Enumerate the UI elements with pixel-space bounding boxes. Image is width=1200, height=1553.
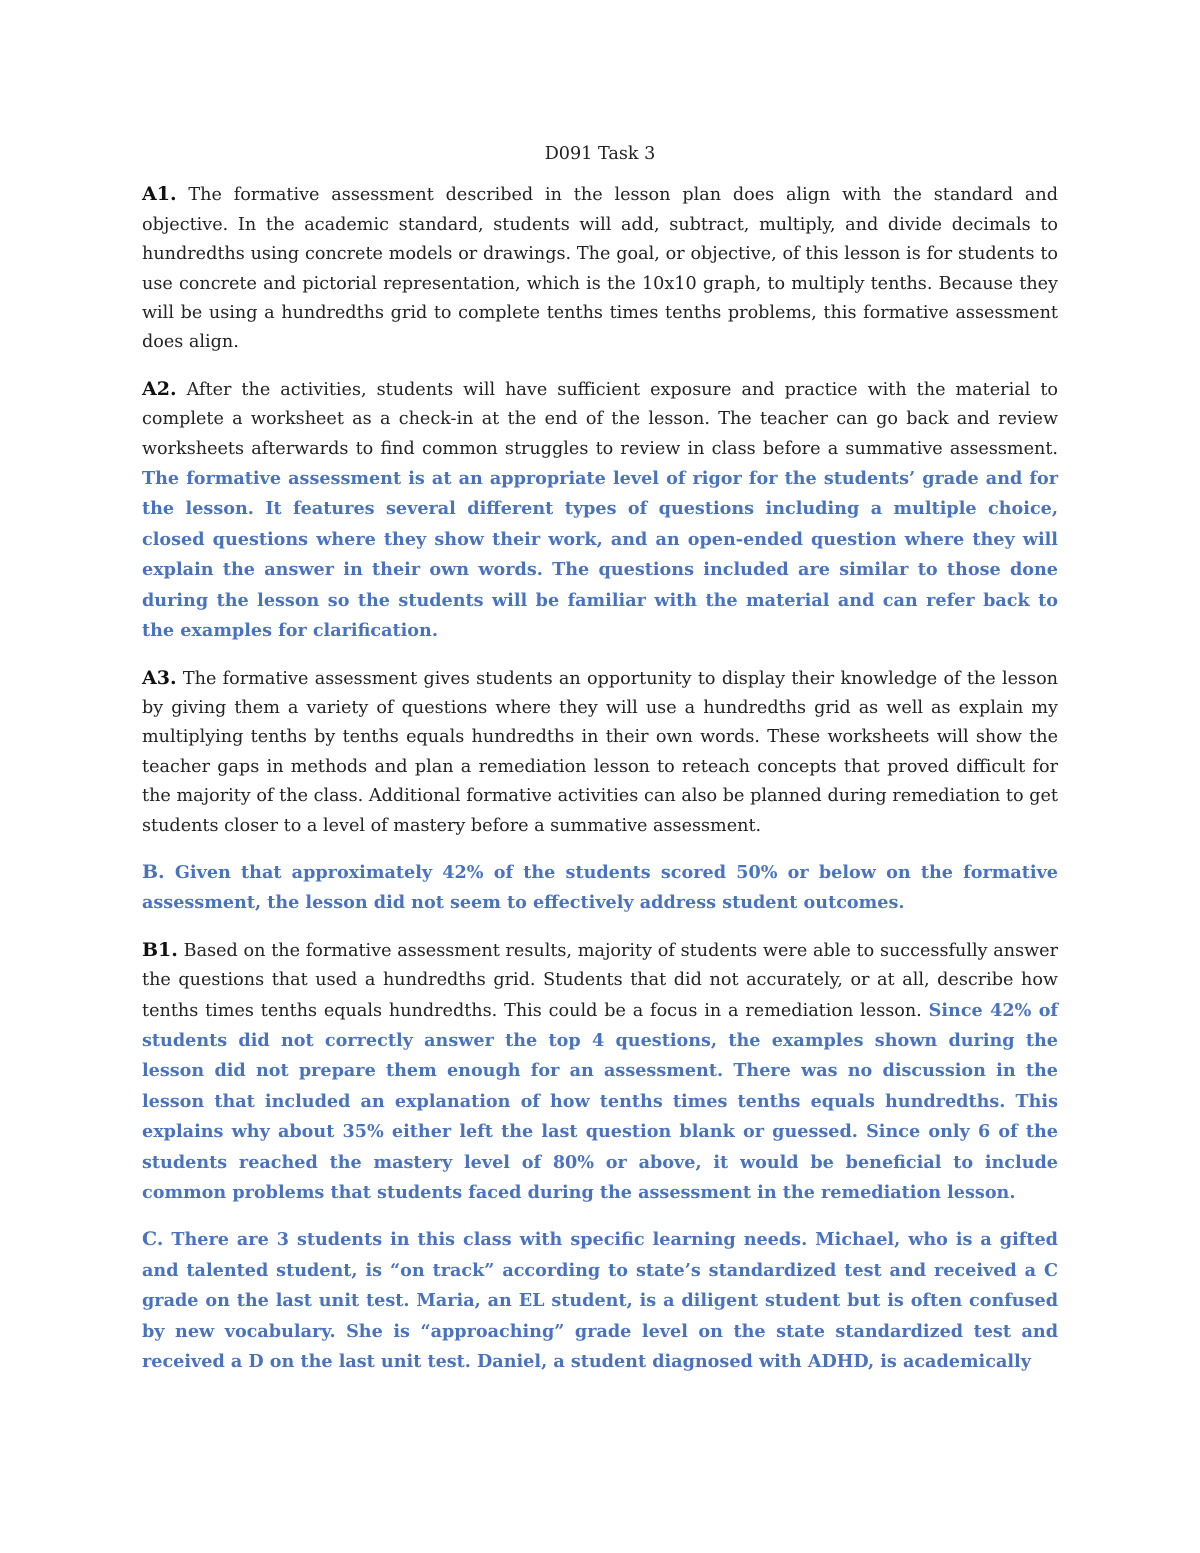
section-a1-label: A1. — [142, 183, 177, 206]
section-b — [142, 858, 1058, 919]
section-c — [142, 1225, 1058, 1377]
section-a3-label: A3. — [142, 666, 177, 689]
section-a2-label: A2. — [142, 377, 177, 400]
document-title: D091 Task 3 — [544, 144, 656, 164]
section-a3 — [142, 664, 1058, 841]
section-b1-highlight: Since 42% of students did not correctly answer the top 4 questions, the examples shown during the lesson did not prepare them enough for an assessment. There was no discussion in the lesson that included an explanation of how tenths times tenths equals hundredths. This explains why about 35% either left the last question blank or guessed. Since only 6 of the students reached the mastery level of 80% or above, it would be beneficial to include common problems that students faced during the assessment in the remediation lesson. — [142, 999, 1059, 1203]
section-a3-text: The formative assessment gives students an opportunity to display their knowledge of the lesson by giving them a variety of questions where they will use a hundredths grid as well as explain my multiplying tenths by tenths equals hundredths in their own words. These worksheets will show the teacher gaps in methods and plan a remediation lesson to reteach concepts that proved difficult for the majority of the class. Additional formative activities can also be planned during remediation to get students closer to a level of mastery before a summative assessment. — [142, 668, 1058, 836]
section-b-highlight: Given that approximately 42% of the students scored 50% or below on the formative assessment, the lesson did not seem to effectively address student outcomes. — [142, 861, 1058, 914]
document-page — [142, 140, 1058, 1394]
section-a1-text: The formative assessment described in the lesson plan does align with the standard and objective. In the academic standard, students will add, subtract, multiply, and divide decimals to hundredths using concrete models or drawings. The goal, or objective, of this lesson is for students to use concrete and pictorial representation, which is the 10x10 graph, to multiply tenths. Because they will be using a hundredths grid to complete tenths times tenths problems, this formative assessment does align. — [142, 185, 1058, 353]
section-a2-highlight: The formative assessment is at an appropriate level of rigor for the students’ grade and for the lesson. It features several different types of questions including a multiple choice, closed questions where they show their work, and an open-ended question where they will explain the answer in their own words. The questions included are similar to those done during the lesson so the students will be familiar with the material and can refer back to the examples for clarification. — [142, 468, 1058, 642]
section-a2-text: After the activities, students will have sufficient exposure and practice with the material to complete a worksheet as a check-in at the end of the lesson. The teacher can go back and review worksheets afterwards to find common struggles to review in class before a summative assessment. — [142, 379, 1058, 459]
section-b1-text: Based on the formative assessment results, majority of students were able to successfully answer the questions that used a hundredths grid. Students that did not accurately, or at all, describe how tenths times tenths equals hundredths. This could be a focus in a remediation lesson. — [142, 940, 1058, 1021]
section-c-label: C. — [142, 1228, 164, 1251]
section-a2 — [142, 375, 1058, 647]
section-c-highlight: There are 3 students in this class with specific learning needs. Michael, who is a gifted and talented student, is “on track” according to state’s standardized test and received a C grade on the last unit test. Maria, an EL student, is a diligent student but is often confused by new vocabulary. She is “approaching” grade level on the state standardized test and received a D on the last unit test. Daniel, a student diagnosed with ADHD, is academically — [142, 1229, 1058, 1373]
section-b-label: B. — [142, 860, 165, 883]
section-a1 — [142, 180, 1058, 357]
section-b1 — [142, 936, 1058, 1209]
section-b1-label: B1. — [142, 938, 178, 961]
